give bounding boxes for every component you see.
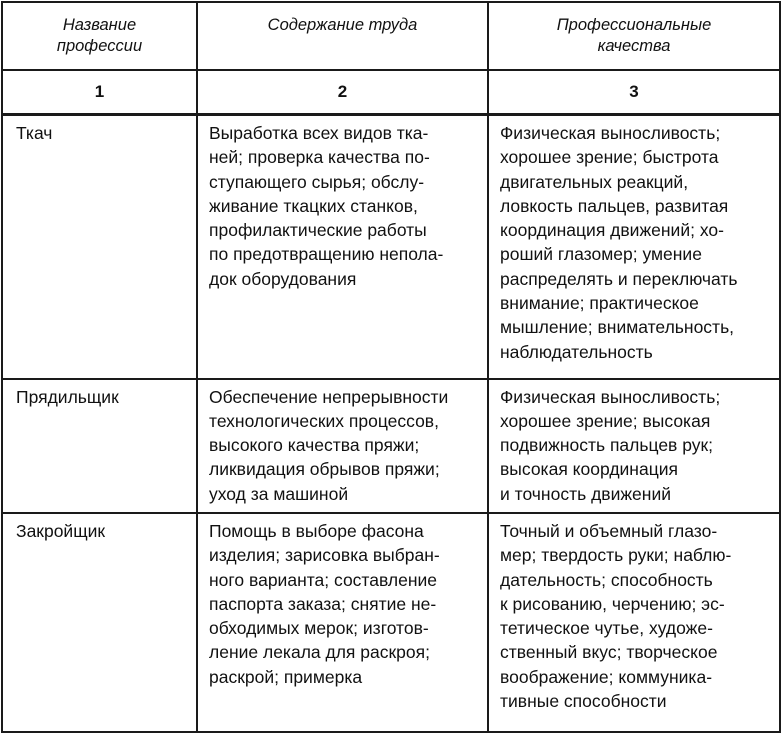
text-line: хорошее зрение; высокая: [500, 410, 711, 431]
text-line: распределять и переключать: [500, 268, 738, 289]
table-row: [2, 115, 780, 379]
text-line: ловкость пальцев, развитая: [500, 195, 729, 216]
profession-name: Прядильщик: [16, 386, 119, 407]
column-number: 1: [2, 70, 197, 115]
profession-name-cell: [2, 115, 197, 379]
text-line: роший глазомер; умение: [500, 244, 702, 265]
text-line: Физическая выносливость;: [500, 386, 721, 407]
profession-name: Ткач: [16, 123, 53, 143]
header-line: Содержание труда: [267, 16, 418, 34]
text-line: высокого качества пряжи;: [209, 435, 420, 456]
text-line: координация движений; хо-: [500, 220, 724, 241]
header-profession-name: [2, 2, 197, 70]
text-line: уход за машиной: [209, 483, 349, 504]
text-line: и точность движений: [500, 483, 672, 504]
table-row: [2, 379, 780, 513]
column-number: 3: [488, 70, 780, 115]
text-line: мышление; внимательность,: [500, 317, 735, 338]
work-content-cell: [197, 115, 488, 379]
header-line: профессии: [56, 37, 143, 55]
text-line: живание ткацких станков,: [209, 195, 418, 216]
column-number: 2: [197, 70, 488, 115]
text-line: высокая координация: [500, 459, 678, 480]
text-line: раскрой; примерка: [209, 666, 363, 687]
text-line: внимание; практическое: [500, 293, 699, 314]
table-row: [2, 513, 780, 732]
header-work-content: [197, 2, 488, 70]
text-line: изделия; зарисовка выбран-: [209, 545, 440, 566]
text-line: воображение; коммуника-: [500, 666, 713, 687]
text-line: обходимых мерок; изготов-: [209, 618, 429, 639]
work-content-cell: [197, 513, 488, 732]
text-line: ного варианта; составление: [209, 569, 437, 590]
text-line: док оборудования: [209, 268, 357, 289]
text-line: Физическая выносливость;: [500, 123, 721, 143]
column-number-row: [2, 70, 780, 115]
header-professional-qualities: [488, 2, 780, 70]
header-line: Профессиональные: [556, 16, 712, 34]
text-line: ственный вкус; творческое: [500, 642, 718, 663]
profession-name: Закройщик: [16, 520, 106, 541]
text-line: Точный и объемный глазо-: [500, 520, 718, 541]
text-line: наблюдательность: [500, 341, 653, 362]
text-line: ней; проверка качества по-: [209, 147, 430, 168]
text-line: дательность; способность: [500, 569, 713, 590]
professions-table: [1, 1, 781, 733]
text-line: тивные способности: [500, 691, 667, 712]
text-line: ление лекала для раскроя;: [209, 642, 430, 663]
text-line: ликвидация обрывов пряжи;: [209, 459, 440, 480]
text-line: Выработка всех видов тка-: [209, 123, 429, 143]
text-line: мер; твердость руки; наблю-: [500, 545, 732, 566]
text-line: профилактические работы: [209, 220, 427, 241]
text-line: хорошее зрение; быстрота: [500, 147, 719, 168]
text-line: Помощь в выборе фасона: [209, 520, 424, 541]
text-line: к рисованию, черчению; эс-: [500, 593, 725, 614]
text-line: технологических процессов,: [209, 410, 439, 431]
qualities-cell: [488, 513, 780, 732]
profession-name-cell: [2, 513, 197, 732]
qualities-cell: [488, 379, 780, 513]
header-line: качества: [597, 37, 671, 55]
text-line: по предотвращению непола-: [209, 244, 444, 265]
text-line: двигательных реакций,: [500, 171, 689, 192]
profession-name-cell: [2, 379, 197, 513]
text-line: Обеспечение непрерывности: [209, 386, 449, 407]
qualities-cell: [488, 115, 780, 379]
text-line: подвижность пальцев рук;: [500, 435, 714, 456]
text-line: ступающего сырья; обслу-: [209, 171, 425, 192]
work-content-cell: [197, 379, 488, 513]
header-line: Название: [62, 16, 137, 34]
text-line: паспорта заказа; снятие не-: [209, 593, 437, 614]
text-line: тетическое чутье, художе-: [500, 618, 713, 639]
header-row: [2, 2, 780, 70]
